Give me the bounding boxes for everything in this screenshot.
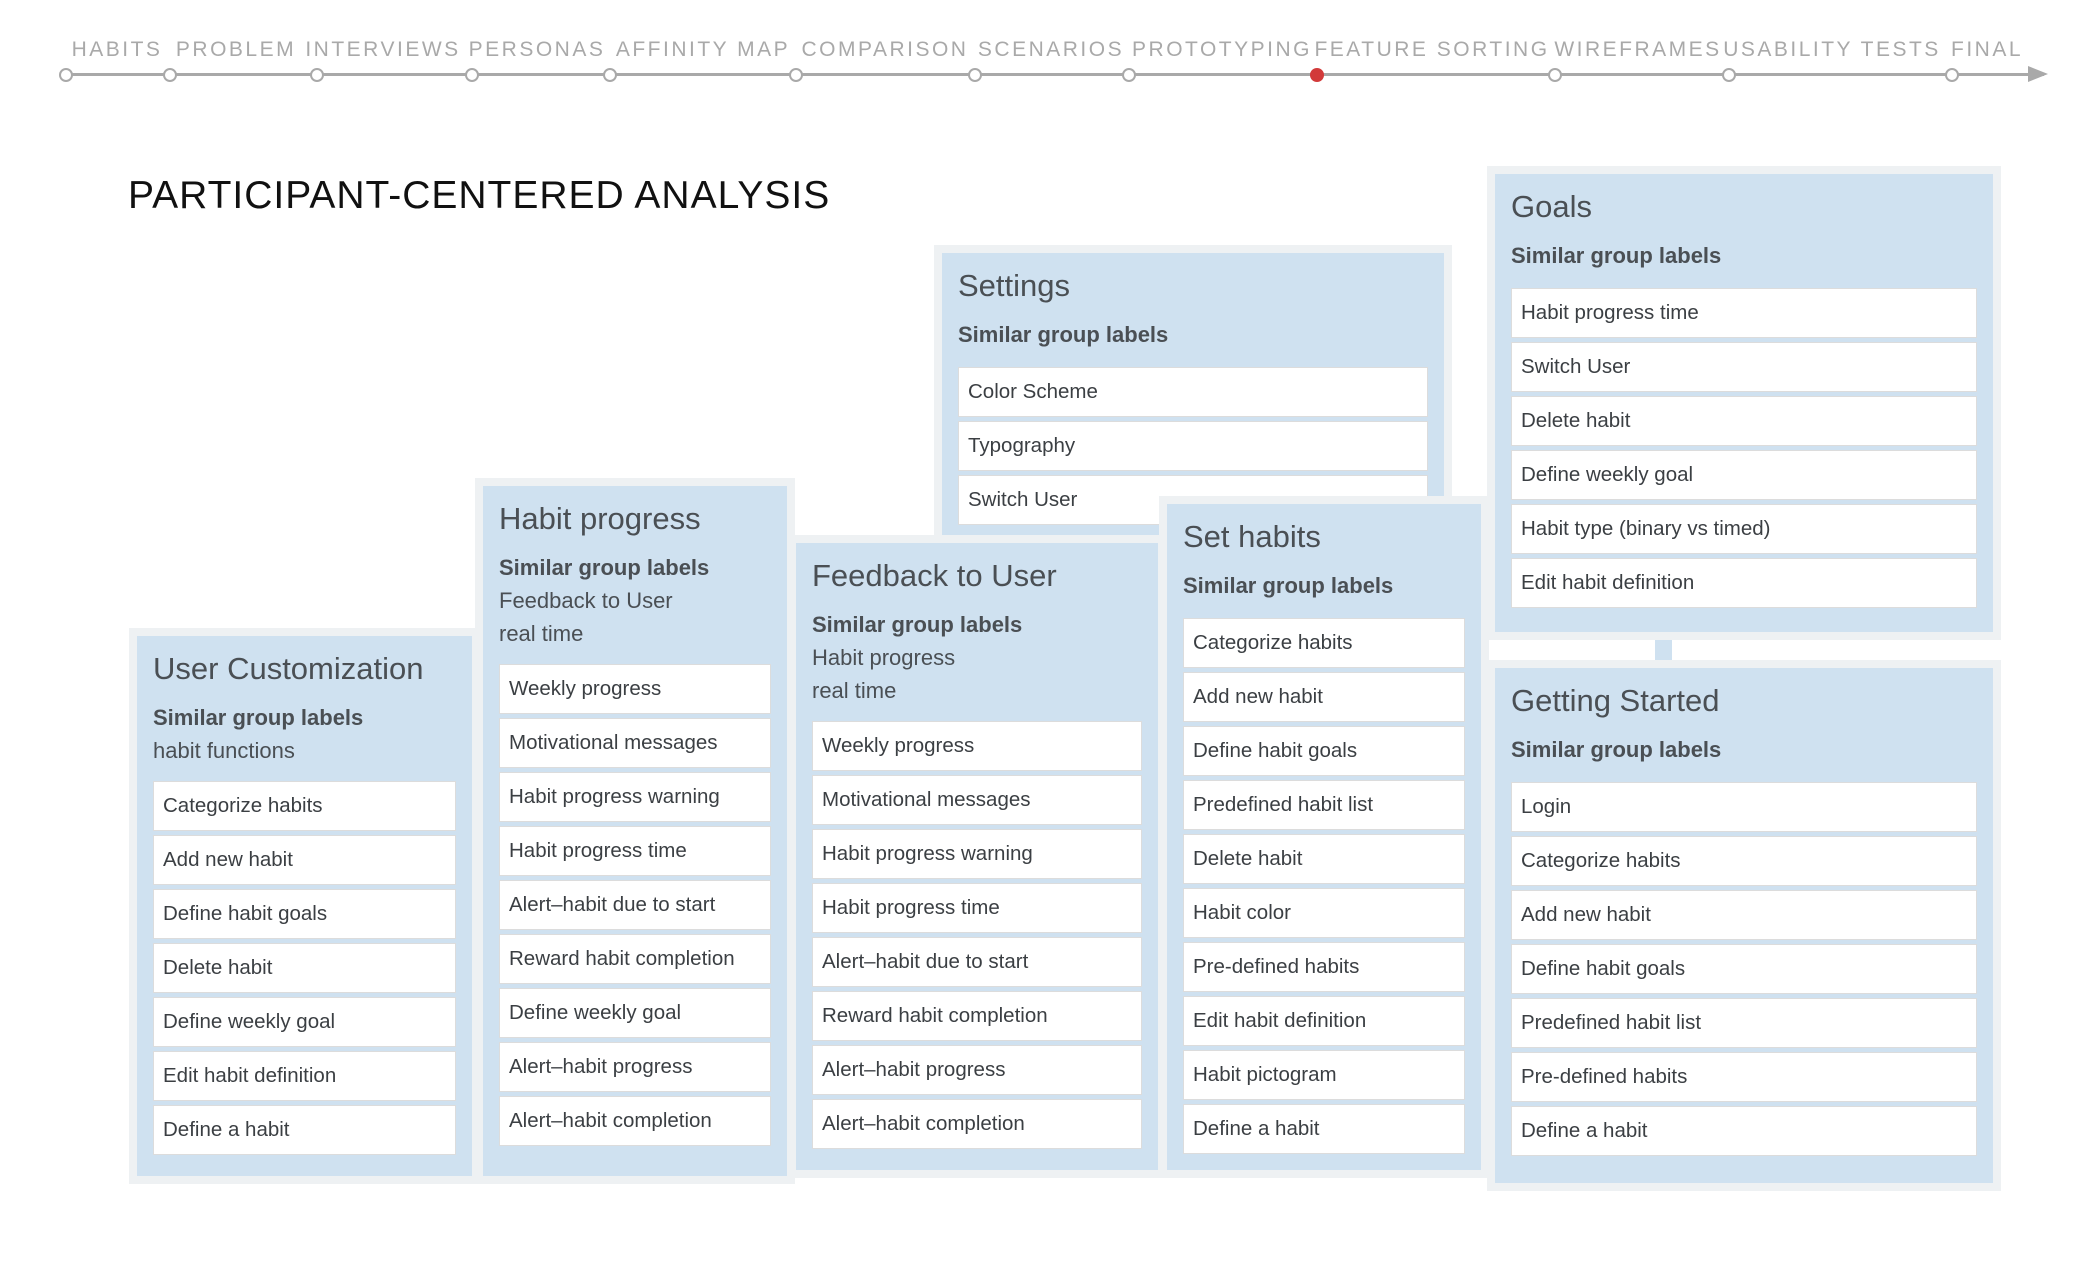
card-subtitle: Similar group labels	[499, 555, 710, 580]
timeline-dot[interactable]	[789, 68, 803, 82]
timeline-item-affinity-map[interactable]	[616, 38, 790, 62]
list-item[interactable]: Define weekly goal	[153, 997, 456, 1047]
list-item[interactable]: Add new habit	[153, 835, 456, 885]
card-item-list	[499, 664, 771, 1146]
list-item[interactable]: Color Scheme	[958, 367, 1428, 417]
card-title: Set habits	[1183, 519, 1321, 554]
list-item[interactable]: Add new habit	[1183, 672, 1465, 722]
card-item-list	[812, 721, 1142, 1149]
list-item[interactable]: Delete habit	[1183, 834, 1465, 884]
list-item[interactable]: Define habit goals	[1511, 944, 1977, 994]
list-item[interactable]: Delete habit	[153, 943, 456, 993]
timeline-label: HABITS	[71, 38, 163, 61]
list-item[interactable]: Habit progress time	[812, 883, 1142, 933]
timeline-dot[interactable]	[1548, 68, 1562, 82]
card-item-list	[1511, 288, 1977, 608]
card-extra-label: Feedback to User	[499, 588, 673, 613]
list-item[interactable]: Alert–habit progress	[499, 1042, 771, 1092]
list-item[interactable]: Define habit goals	[1183, 726, 1465, 776]
card-subtitle: Similar group labels	[153, 705, 364, 730]
card-goals	[1487, 166, 2001, 640]
card-title: Settings	[958, 268, 1071, 303]
card-user-customization	[129, 628, 480, 1184]
list-item[interactable]: Define habit goals	[153, 889, 456, 939]
timeline-item-habits[interactable]	[72, 38, 163, 62]
timeline-item-comparison[interactable]	[802, 38, 969, 62]
list-item[interactable]: Habit progress time	[499, 826, 771, 876]
timeline-label: INTERVIEWS	[305, 38, 461, 61]
list-item[interactable]: Delete habit	[1511, 396, 1977, 446]
timeline-dot[interactable]	[59, 68, 73, 82]
list-item[interactable]: Alert–habit progress	[812, 1045, 1142, 1095]
timeline-dot[interactable]	[1122, 68, 1136, 82]
list-item[interactable]: Add new habit	[1511, 890, 1977, 940]
list-item[interactable]: Login	[1511, 782, 1977, 832]
card-habit-progress	[475, 478, 795, 1184]
timeline-item-wireframes[interactable]	[1554, 38, 1721, 62]
timeline-label: USABILITY TESTS	[1723, 38, 1941, 61]
list-item[interactable]: Define a habit	[1511, 1106, 1977, 1156]
list-item[interactable]: Categorize habits	[1511, 836, 1977, 886]
list-item[interactable]: Edit habit definition	[153, 1051, 456, 1101]
timeline-label: FINAL	[1950, 38, 2024, 61]
card-extra-label: real time	[812, 678, 897, 703]
timeline-dot[interactable]	[1945, 68, 1959, 82]
list-item[interactable]: Edit habit definition	[1511, 558, 1977, 608]
list-item[interactable]: Habit progress time	[1511, 288, 1977, 338]
timeline-label: AFFINITY MAP	[615, 38, 791, 61]
card-feedback-to-user	[788, 535, 1166, 1178]
timeline-dot[interactable]	[968, 68, 982, 82]
timeline-dot[interactable]	[603, 68, 617, 82]
page-title: PARTICIPANT-CENTERED ANALYSIS	[128, 174, 831, 217]
list-item[interactable]: Motivational messages	[812, 775, 1142, 825]
card-item-list	[1183, 618, 1465, 1154]
timeline-nav	[0, 0, 2100, 110]
timeline-item-usability-tests[interactable]	[1723, 38, 1941, 62]
card-subtitle: Similar group labels	[812, 612, 1023, 637]
card-title: Getting Started	[1511, 683, 1720, 718]
card-subtitle: Similar group labels	[1511, 737, 1722, 762]
timeline-item-final[interactable]	[1951, 38, 2023, 62]
list-item[interactable]: Predefined habit list	[1511, 998, 1977, 1048]
list-item[interactable]: Define weekly goal	[499, 988, 771, 1038]
timeline-item-feature-sorting[interactable]	[1314, 38, 1549, 62]
card-item-list	[1511, 782, 1977, 1156]
timeline-label: SCENARIOS	[977, 38, 1125, 61]
card-extra-label: real time	[499, 621, 584, 646]
card-subtitle: Similar group labels	[1511, 243, 1722, 268]
list-item[interactable]: Define weekly goal	[1511, 450, 1977, 500]
list-item[interactable]: Weekly progress	[499, 664, 771, 714]
timeline-dot[interactable]	[310, 68, 324, 82]
list-item[interactable]: Habit progress warning	[812, 829, 1142, 879]
timeline-arrow-icon	[2028, 66, 2048, 82]
card-item-list	[153, 781, 456, 1155]
list-item[interactable]: Switch User	[958, 475, 1428, 525]
timeline-label: PROBLEM	[175, 38, 297, 61]
timeline-dot[interactable]	[1722, 68, 1736, 82]
timeline-label: FEATURE SORTING	[1314, 38, 1550, 61]
list-item[interactable]: Habit type (binary vs timed)	[1511, 504, 1977, 554]
list-item[interactable]: Habit color	[1183, 888, 1465, 938]
list-item[interactable]: Predefined habit list	[1183, 780, 1465, 830]
timeline-item-scenarios[interactable]	[978, 38, 1124, 62]
list-item[interactable]: Define a habit	[1183, 1104, 1465, 1154]
timeline-current-dot[interactable]	[1310, 68, 1324, 82]
list-item[interactable]: Habit pictogram	[1183, 1050, 1465, 1100]
card-title: Habit progress	[499, 501, 701, 536]
list-item[interactable]: Pre-defined habits	[1183, 942, 1465, 992]
list-item[interactable]: Typography	[958, 421, 1428, 471]
card-extra-label: Habit progress	[812, 645, 956, 670]
timeline-dot[interactable]	[465, 68, 479, 82]
card-title: Goals	[1511, 189, 1592, 224]
card-subtitle: Similar group labels	[958, 322, 1169, 347]
timeline-dot[interactable]	[163, 68, 177, 82]
list-item[interactable]: Weekly progress	[812, 721, 1142, 771]
list-item[interactable]: Pre-defined habits	[1511, 1052, 1977, 1102]
list-item[interactable]: Categorize habits	[153, 781, 456, 831]
timeline-label: PERSONAS	[468, 38, 606, 61]
timeline-item-problem[interactable]	[176, 38, 296, 62]
list-item[interactable]: Alert–habit completion	[812, 1099, 1142, 1149]
list-item[interactable]: Habit progress warning	[499, 772, 771, 822]
list-item[interactable]: Alert–habit completion	[499, 1096, 771, 1146]
card-extra-label: habit functions	[153, 738, 295, 763]
card-set-habits	[1159, 496, 1489, 1178]
list-item[interactable]: Categorize habits	[1183, 618, 1465, 668]
timeline-label: WIREFRAMES	[1554, 38, 1722, 61]
list-item[interactable]: Reward habit completion	[499, 934, 771, 984]
card-getting-started	[1487, 660, 2001, 1191]
list-item[interactable]: Define a habit	[153, 1105, 456, 1155]
list-item[interactable]: Alert–habit due to start	[812, 937, 1142, 987]
list-item[interactable]: Motivational messages	[499, 718, 771, 768]
card-connector	[1655, 640, 1672, 662]
timeline-item-personas[interactable]	[469, 38, 606, 62]
list-item[interactable]: Reward habit completion	[812, 991, 1142, 1041]
list-item[interactable]: Switch User	[1511, 342, 1977, 392]
list-item[interactable]: Edit habit definition	[1183, 996, 1465, 1046]
timeline-line	[64, 73, 2044, 76]
card-subtitle: Similar group labels	[1183, 573, 1394, 598]
card-title: User Customization	[153, 651, 424, 686]
list-item[interactable]: Alert–habit due to start	[499, 880, 771, 930]
timeline-item-interviews[interactable]	[305, 38, 460, 62]
timeline-item-prototyping[interactable]	[1132, 38, 1312, 62]
timeline-label: COMPARISON	[801, 38, 969, 61]
card-title: Feedback to User	[812, 558, 1057, 593]
timeline-label: PROTOTYPING	[1132, 38, 1312, 61]
